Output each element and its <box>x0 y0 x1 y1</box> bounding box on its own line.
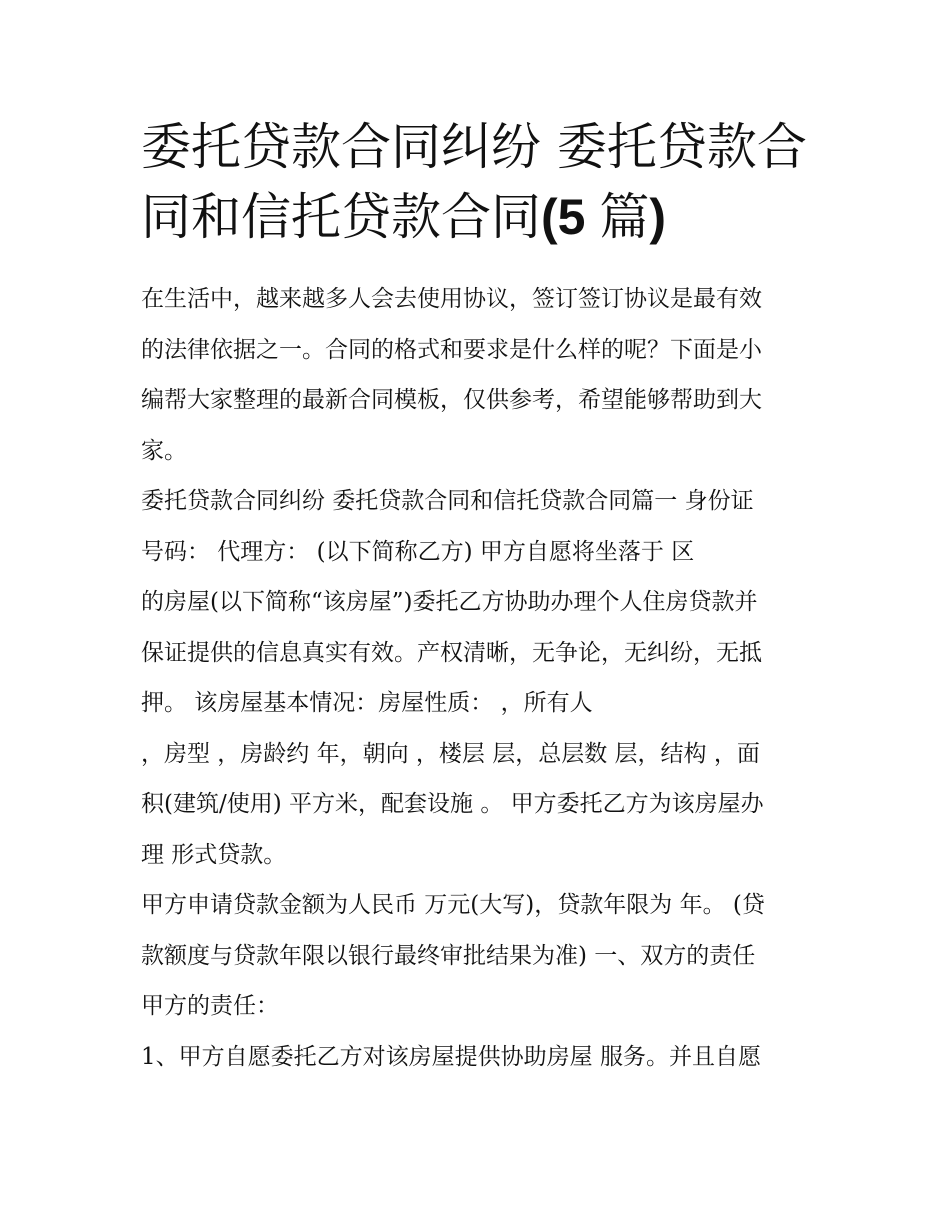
paragraph-line: 委托贷款合同纠纷 委托贷款合同和信托贷款合同篇一 身份证 <box>141 488 754 514</box>
title-line-1: 委托贷款合同纠纷 委托贷款合 <box>141 118 807 176</box>
title-line-2 <box>141 182 813 252</box>
paragraph-line: 家。 <box>141 437 187 464</box>
title-count-close: ) <box>649 189 667 245</box>
paragraph-line: 款额度与贷款年限以银行最终审批结果为准) 一、双方的责任 <box>141 942 756 969</box>
document-page <box>141 112 813 1082</box>
title-count-open: (5 <box>541 189 600 245</box>
title-count-word: 篇 <box>599 188 650 246</box>
paragraph-line: ，房型 ，房龄约 年，朝向 ，楼层 层，总层数 层，结构 ，面 <box>141 740 760 767</box>
paragraph-line: 的法律依据之一。合同的格式和要求是什么样的呢？下面是小 <box>141 336 762 363</box>
paragraph-contract-part-1 <box>141 476 813 880</box>
paragraph-line: 的房屋(以下简称“该房屋”)委托乙方协助办理个人住房贷款并 <box>141 589 758 615</box>
paragraph-line: 甲方的责任： <box>141 993 279 1019</box>
paragraph-line: 理 形式贷款。 <box>141 841 287 868</box>
paragraph-clause-1 <box>141 1032 813 1083</box>
paragraph-loan-amount <box>141 880 813 1032</box>
paragraph-intro <box>141 274 813 476</box>
paragraph-line: 甲方申请贷款金额为人民币 万元(大写)，贷款年限为 年。 (贷 <box>141 892 765 918</box>
paragraph-line: 积(建筑/使用) 平方米，配套设施 。 甲方委托乙方为该房屋办 <box>141 791 764 817</box>
document-title <box>141 112 813 252</box>
paragraph-line: 号码： 代理方： (以下简称乙方) 甲方自愿将坐落于 区 <box>141 538 695 565</box>
paragraph-line: 保证提供的信息真实有效。产权清晰，无争论，无纠纷，无抵 <box>141 639 762 666</box>
paragraph-line: 编帮大家整理的最新合同模板，仅供参考，希望能够帮助到大 <box>141 387 762 413</box>
paragraph-line: 在生活中，越来越多人会去使用协议，签订签订协议是最有效 <box>141 286 762 312</box>
paragraph-line: 押。 该房屋基本情况：房屋性质： ，所有人 <box>141 690 593 716</box>
document-body <box>141 274 813 1082</box>
paragraph-line: 1、甲方自愿委托乙方对该房屋提供协助房屋 服务。并且自愿 <box>141 1043 761 1070</box>
title-line-2-prefix: 同和信托贷款合同 <box>141 188 541 246</box>
